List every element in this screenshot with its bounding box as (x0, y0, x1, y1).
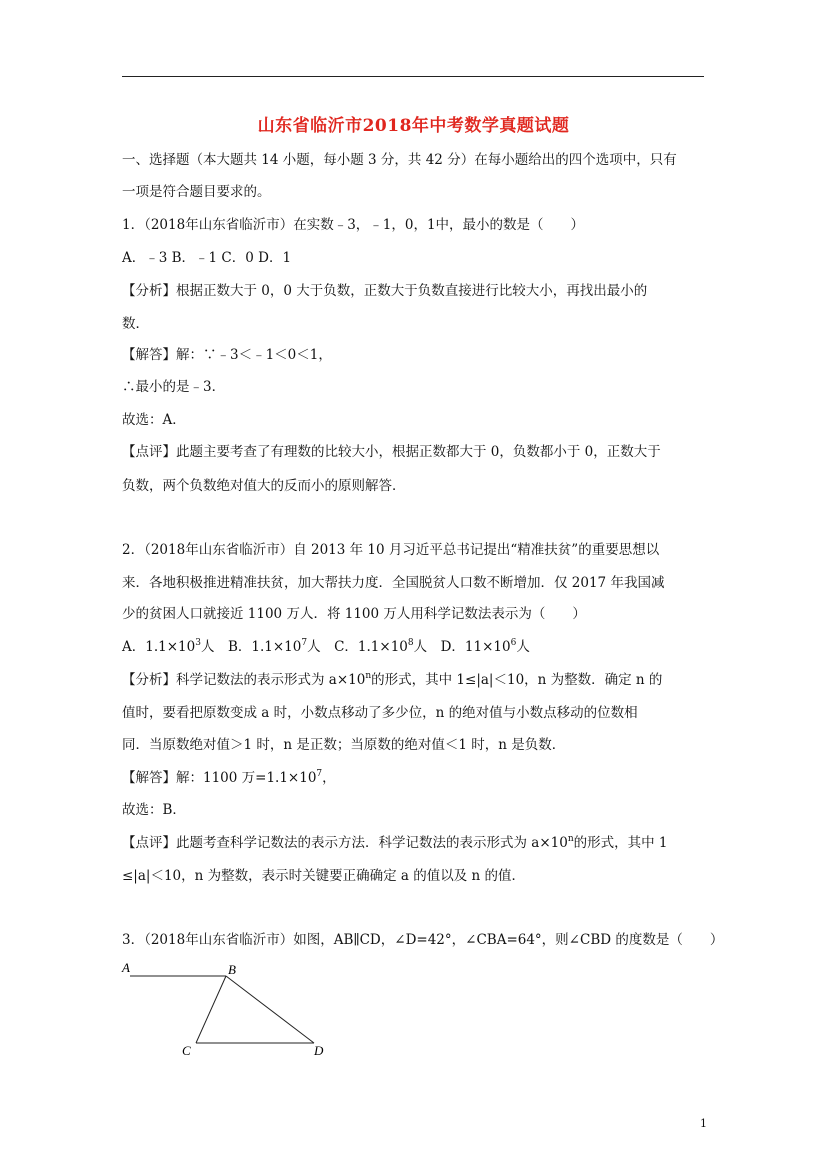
q2-option-d-exponent: 6 (510, 638, 517, 648)
q2-analysis-text-a: 【分析】科学记数法的表示形式为 a×10 (122, 672, 366, 688)
label-c: C (182, 1043, 191, 1058)
q2-solution-text: 【解答】解：1100 万=1.1×10 (122, 770, 317, 786)
q1-comment-line2: 负数，两个负数绝对值大的反而小的原则解答． (122, 478, 406, 494)
label-b: B (228, 962, 236, 977)
q2-option-unit: 人 (516, 639, 530, 655)
q2-analysis-line2: 值时，要看把原数变成 a 时，小数点移动了多少位，n 的绝对值与小数点移动的位数相 (122, 705, 638, 721)
page-number: 1 (700, 1117, 707, 1130)
section-intro-line2: 一项是符合题目要求的。 (122, 184, 271, 200)
label-d: D (314, 1043, 324, 1058)
q2-stem-line1: 2．（2018年山东省临沂市）自 2013 年 10 月习近平总书记提出“精准扶贫”的重要思想以 (122, 542, 660, 558)
q2-answer: 故选：B． (122, 802, 186, 818)
q1-solution-line1: 【解答】解：∵﹣3＜﹣1＜0＜1， (122, 347, 332, 363)
q2-analysis-line3: 同．当原数绝对值＞1 时，n 是正数；当原数的绝对值＜1 时，n 是负数． (122, 737, 566, 753)
q2-solution (122, 768, 336, 788)
q3-geometry-figure (118, 956, 338, 1066)
segment-bd (226, 976, 314, 1043)
q3-stem: 3．（2018年山东省临沂市）如图，AB∥CD，∠D=42°，∠CBA=64°，则∠CBD 的度数是（ ） (122, 932, 724, 948)
q2-stem-line3: 少的贫困人口就接近 1100 万人．将 1100 万人用科学记数法表示为（ ） (122, 606, 586, 622)
q2-option-a-exponent: 3 (195, 638, 201, 648)
q1-stem: 1．（2018年山东省临沂市）在实数﹣3，﹣1，0，1中，最小的数是（ ） (122, 217, 585, 233)
q2-option-b: 人 B．1.1×10 (200, 639, 302, 655)
q1-comment-line1: 【点评】此题主要考查了有理数的比较大小，根据正数都大于 0，负数都小于 0，正数大于 (122, 444, 661, 460)
q2-comment-exponent: n (567, 834, 574, 844)
q1-analysis-line2: 数． (122, 316, 149, 332)
label-a: A (122, 960, 130, 975)
q2-option-d: 人 D．11×10 (413, 639, 511, 655)
q2-solution-end: ， (322, 770, 336, 786)
q1-answer: 故选：A． (122, 412, 186, 428)
q2-options (122, 637, 530, 657)
q2-stem-line2: 来．各地积极推进精准扶贫，加大帮扶力度．全国脱贫人口数不断增加．仅 2017 年我国减 (122, 575, 665, 591)
segment-bc (196, 976, 226, 1043)
q2-option-c: 人 C．1.1×10 (307, 639, 408, 655)
q2-comment-text-b: 的形式，其中 1 (573, 835, 668, 851)
section-intro-line1: 一、选择题（本大题共 14 小题，每小题 3 分，共 42 分）在每小题给出的四个选项中，只有 (122, 152, 677, 168)
q2-analysis-text-b: 的形式，其中 1≤|a|＜10，n 为整数．确定 n 的 (371, 672, 663, 688)
document-title: 山东省临沂市2018年中考数学真题试题 (257, 116, 570, 136)
q2-option-a: A．1.1×10 (122, 639, 196, 655)
q1-analysis-line1: 【分析】根据正数大于 0，0 大于负数，正数大于负数直接进行比较大小，再找出最小的 (122, 283, 648, 299)
q2-comment-line2: ≤|a|＜10，n 为整数，表示时关键要正确确定 a 的值以及 n 的值． (122, 868, 526, 884)
q2-analysis-exponent: n (365, 671, 372, 681)
q2-option-c-exponent: 8 (407, 638, 414, 648)
q2-option-b-exponent: 7 (301, 638, 308, 648)
header-rule (122, 76, 704, 77)
q1-solution-line2: ∴最小的是﹣3． (122, 379, 226, 395)
q2-comment-text-a: 【点评】此题考查科学记数法的表示方法．科学记数法的表示形式为 a×10 (122, 835, 568, 851)
q2-solution-exponent: 7 (316, 769, 323, 779)
q2-analysis-line1 (122, 670, 662, 690)
q1-options: A．﹣3 B．﹣1 C．0 D．1 (122, 250, 292, 266)
q2-comment-line1 (122, 833, 668, 853)
